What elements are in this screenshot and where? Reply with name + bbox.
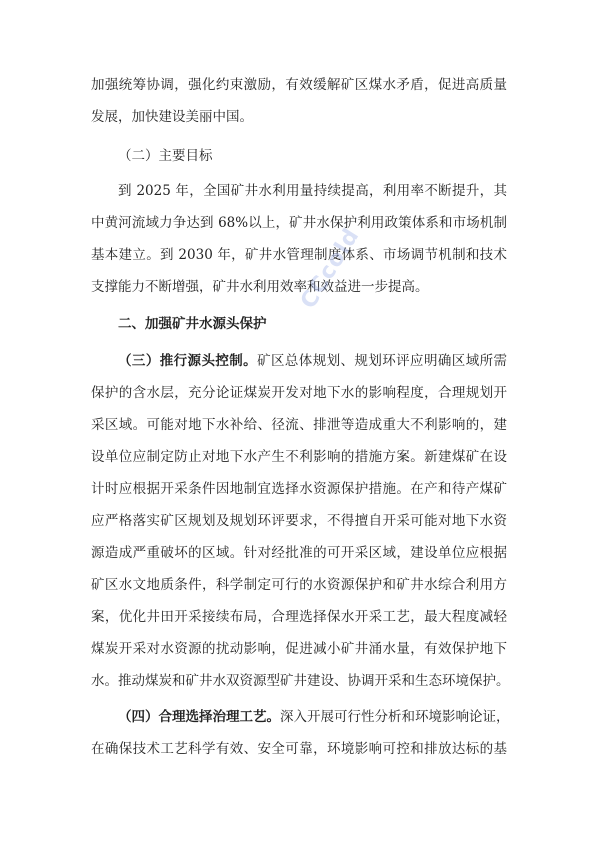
section-3-first-line-rest: 矿区总体规划、规划环评应明确区域所需 <box>257 353 508 369</box>
section-3-line-2: 保护的含水层，充分论证煤炭开发对地下水的影响程度，合理规划开 <box>91 385 507 401</box>
section-2-line-2: 中黄河流域力争达到 68%以上，矿井水保护利用政策体系和市场机制 <box>91 215 507 231</box>
section-4-line-2: 在确保技术工艺科学有效、安全可靠，环境影响可控和排放达标的基 <box>91 741 507 757</box>
section-3-line-11: 水。推动煤炭和矿井水双资源型矿井建设、协调开采和生态环境保护。 <box>91 673 510 689</box>
section-3-line-4: 设单位应制定防止对地下水产生不利影响的措施方案。新建煤矿在设 <box>91 449 507 465</box>
section-3-line-3: 采区域。可能对地下水补给、径流、排泄等造成重大不利影响的，建 <box>91 417 507 433</box>
section-4-first-line-rest: 深入开展可行性分析和环境影响论证， <box>280 709 510 725</box>
section-3-line-10: 煤炭开采对水资源的扰动影响，促进减小矿井涌水量，有效保护地下 <box>91 641 507 657</box>
section-3-line-6: 应严格落实矿区规划及规划环评要求，不得擅自开采可能对地下水资 <box>91 513 507 529</box>
section-3-line-7: 源造成严重破坏的区域。针对经批准的可开采区域，建设单位应根据 <box>91 545 507 561</box>
section-2-title: （二）主要目标 <box>118 148 213 164</box>
section-3-line-1 <box>118 351 507 371</box>
chapter-title: 二、加强矿井水源头保护 <box>118 316 267 332</box>
section-4-lead: （四）合理选择治理工艺。 <box>118 709 280 725</box>
intro-line-1: 加强统筹协调，强化约束激励，有效缓解矿区煤水矛盾，促进高质量 <box>91 77 507 93</box>
section-2-line-4: 支撑能力不断增强，矿井水利用效率和效益进一步提高。 <box>91 279 429 295</box>
section-3-lead: （三）推行源头控制。 <box>118 353 258 369</box>
section-3-line-5: 计时应根据开采条件因地制宜选择水资源保护措施。在产和待产煤矿 <box>91 481 507 497</box>
watermark: CCcold <box>296 223 365 314</box>
section-2-line-1: 到 2025 年，全国矿井水利用量持续提高，利用率不断提升，其 <box>118 183 507 199</box>
section-2-line-3: 基本建立。到 2030 年，矿井水管理制度体系、市场调节机制和技术 <box>91 247 507 263</box>
intro-line-2: 发展，加快建设美丽中国。 <box>91 109 253 125</box>
section-3-line-8: 矿区水文地质条件，科学制定可行的水资源保护和矿井水综合利用方 <box>91 577 507 593</box>
section-3-line-9: 案，优化井田开采接续布局，合理选择保水开采工艺，最大程度减轻 <box>91 609 507 625</box>
section-4-line-1 <box>118 707 510 727</box>
